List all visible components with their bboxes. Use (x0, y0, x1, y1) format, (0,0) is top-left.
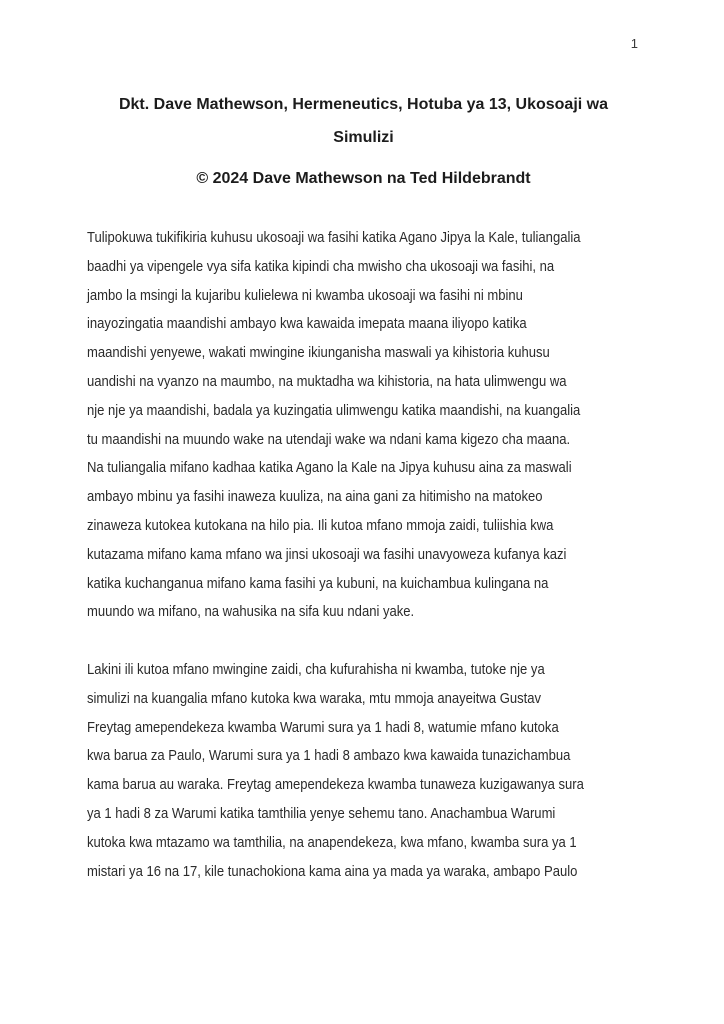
text-line: katika kuchanganua mifano kama fasihi ya kubuni, na kuichambua kulingana na (87, 574, 549, 592)
body-text (87, 224, 640, 886)
text-line: zinaweza kutokea kutokana na hilo pia. Ili kutoa mfano mmoja zaidi, tuliishia kwa (87, 516, 554, 534)
text-line: ya 1 hadi 8 za Warumi katika tamthilia yenye sehemu tano. Anachambua Warumi (87, 804, 556, 822)
text-line: tu maandishi na muundo wake na utendaji wake wa ndani kama kigezo cha maana. (87, 430, 571, 448)
text-line: mistari ya 16 na 17, kile tunachokiona kama aina ya mada ya waraka, ambapo Paulo (87, 862, 578, 880)
paragraph-2 (87, 656, 584, 886)
document-title-line-1: Dkt. Dave Mathewson, Hermeneutics, Hotuba ya 13, Ukosoaji wa (118, 96, 609, 113)
text-line: maandishi yenyewe, wakati mwingine ikiunganisha maswali ya kihistoria kuhusu (87, 344, 550, 362)
text-line: kutazama mifano kama mfano wa jinsi ukosoaji wa fasihi unavyoweza kufanya kazi (87, 545, 567, 563)
text-line: Tulipokuwa tukifikiria kuhusu ukosoaji wa fasihi katika Agano Jipya la Kale, tuliangalia (87, 229, 581, 246)
text-line: Lakini ili kutoa mfano mwingine zaidi, cha kufurahisha ni kwamba, tutoke nje ya (87, 660, 545, 678)
text-line: Na tuliangalia mifano kadhaa katika Agano la Kale na Jipya kuhusu aina za maswali (87, 459, 572, 477)
text-line: jambo la msingi la kujaribu kulielewa ni kwamba ukosoaji wa fasihi ni mbinu (87, 286, 523, 304)
text-line: Freytag amependekeza kwamba Warumi sura ya 1 hadi 8, watumie mfano kutoka (87, 718, 559, 736)
text-line: kutoka kwa mtazamo wa tamthilia, na anapendekeza, kwa mfano, kwamba sura ya 1 (87, 833, 577, 851)
text-line: inayozingatia maandishi ambayo kwa kawaida imepata maana iliyopo katika (87, 315, 527, 333)
text-line: muundo wa mifano, na wahusika na sifa kuu ndani yake. (87, 603, 415, 621)
text-line: ambayo mbinu ya fasihi inaweza kuuliza, na aina gani za hitimisho na matokeo (87, 488, 543, 506)
text-line: kwa barua za Paulo, Warumi sura ya 1 hadi 8 ambazo kwa kawaida tunazichambua (87, 747, 571, 765)
document-content (87, 88, 640, 886)
text-line: kama barua au waraka. Freytag amependekeza kwamba tunaweza kuzigawanya sura (87, 776, 584, 794)
document-title-line-2: Simulizi (333, 129, 394, 146)
document-title (87, 88, 640, 154)
text-line: simulizi na kuangalia mfano kutoka kwa waraka, mtu mmoja anayeitwa Gustav (87, 689, 542, 707)
text-line: uandishi na vyanzo na maumbo, na muktadha wa kihistoria, na hata ulimwengu wa (87, 372, 567, 390)
copyright-line: © 2024 Dave Mathewson na Ted Hildebrandt (196, 170, 531, 187)
text-line: baadhi ya vipengele vya sifa katika kipindi cha mwisho cha ukosoaji wa fasihi, na (87, 257, 555, 275)
text-line: nje nje ya maandishi, badala ya kuzingatia ulimwengu katika maandishi, na kuangalia (87, 401, 581, 419)
page-number: 1 (630, 36, 638, 51)
paragraph-1 (87, 224, 581, 627)
